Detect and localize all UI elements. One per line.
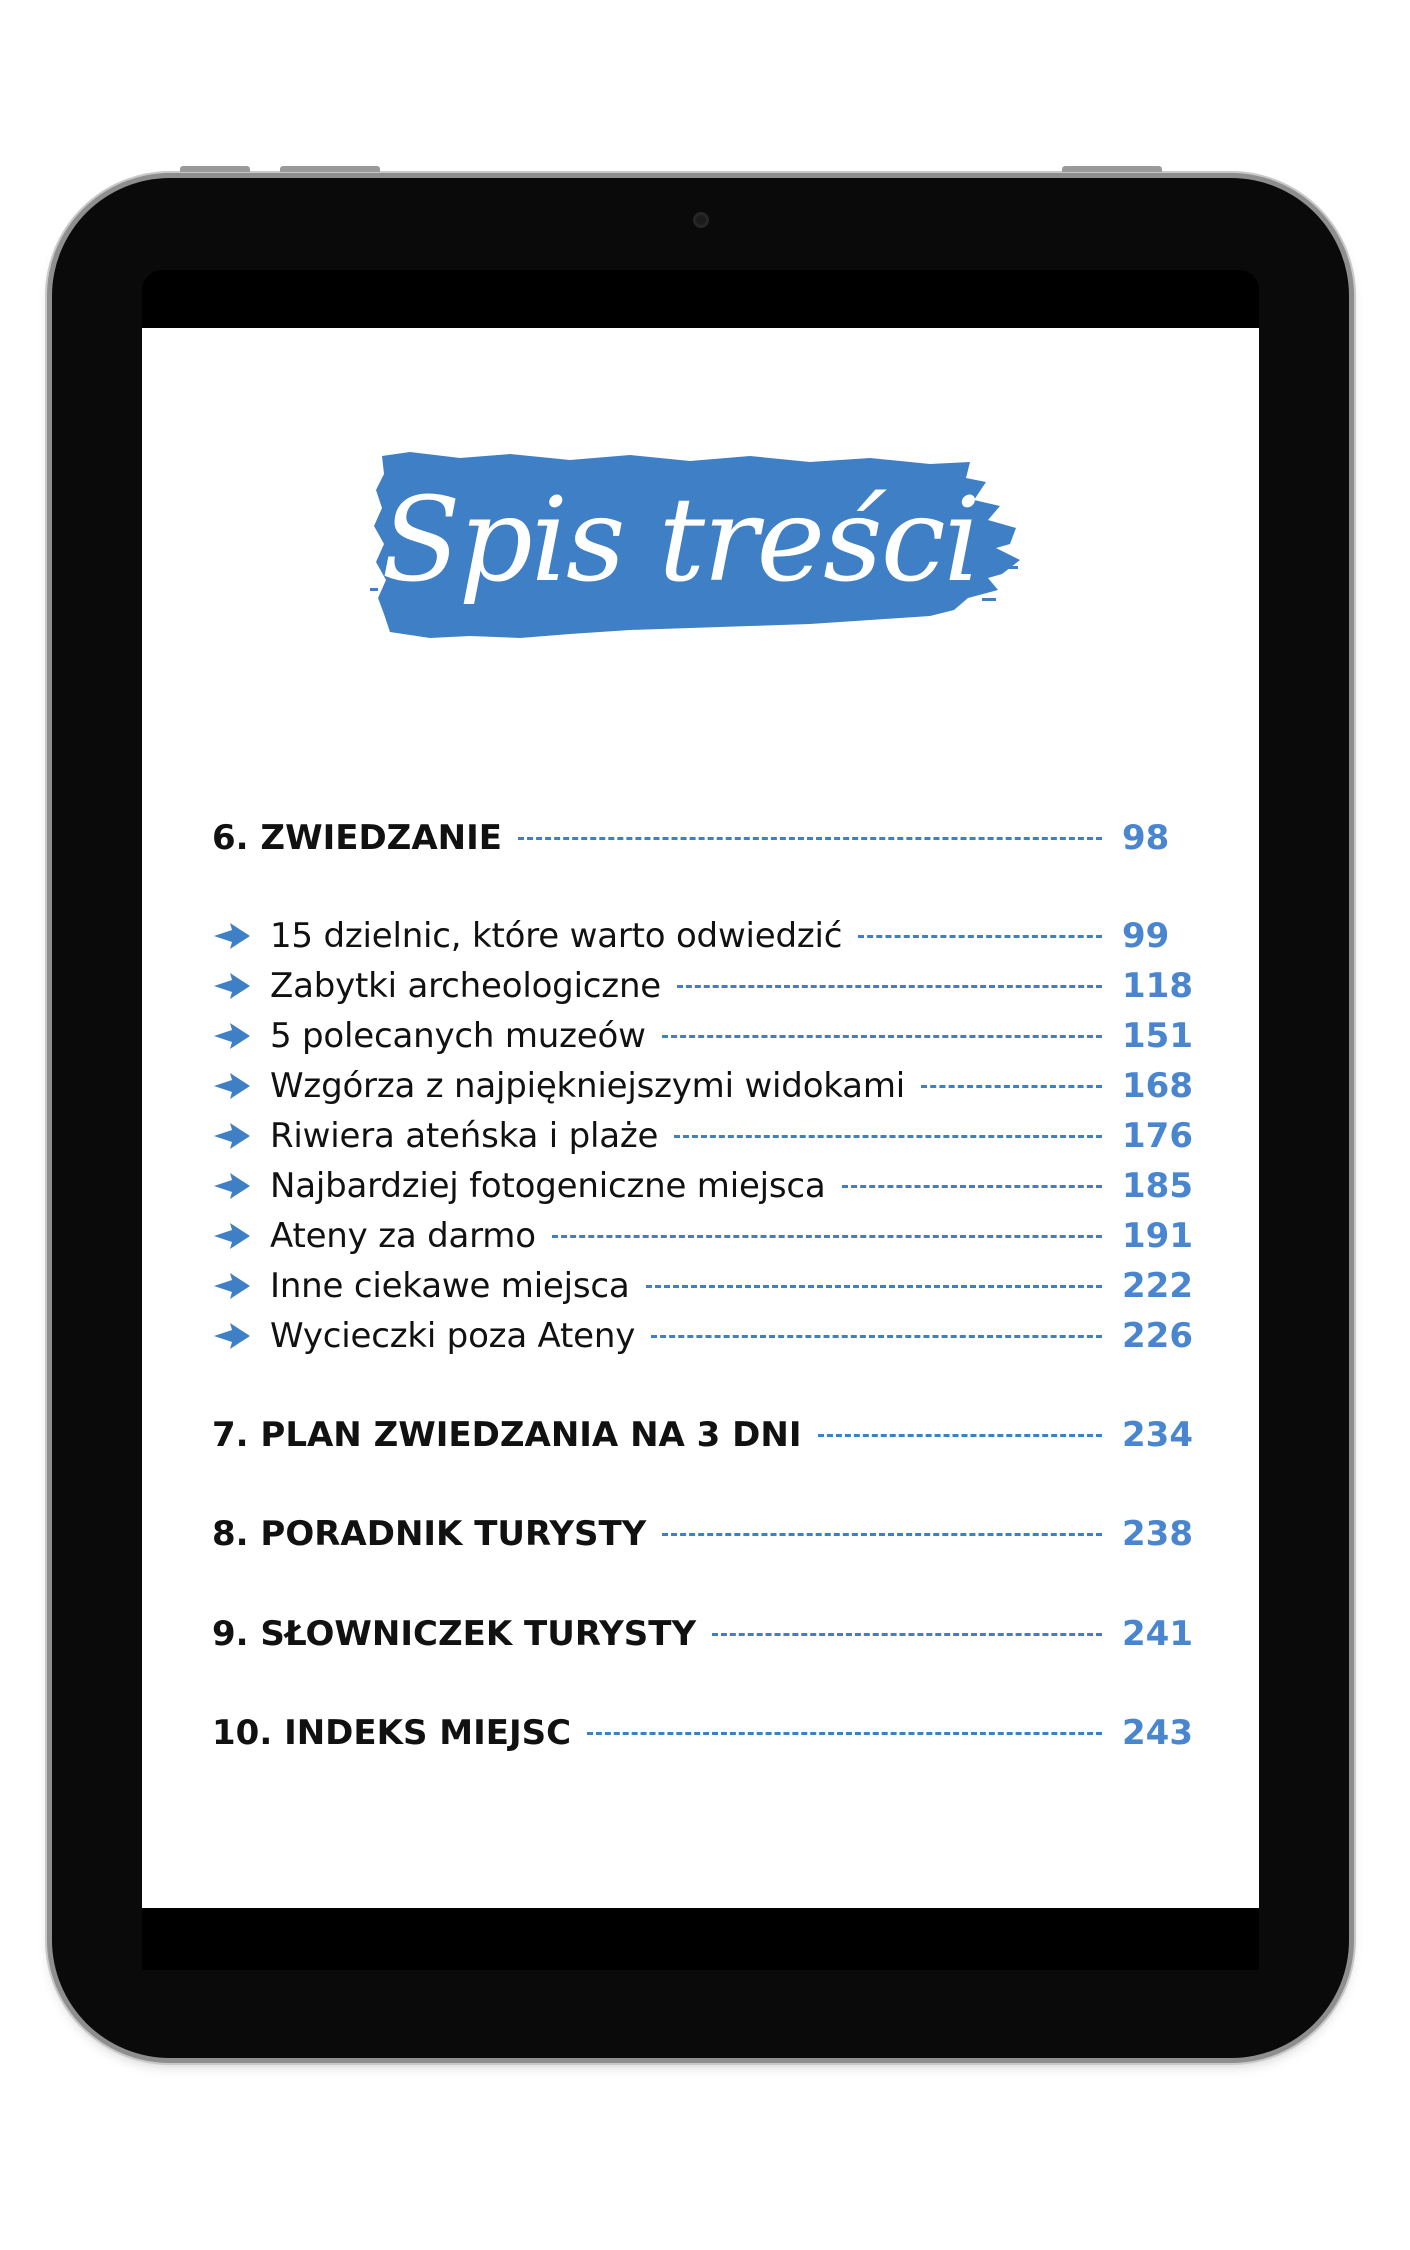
subsection-label: Wycieczki poza Ateny [270, 1316, 636, 1356]
leader-dots [712, 1633, 1102, 1636]
ebook-page[interactable] [142, 328, 1259, 1908]
chapter-label: 10. INDEKS MIEJSC [212, 1713, 572, 1753]
page-title: Spis treści [381, 473, 979, 608]
power-button [1062, 166, 1162, 172]
toc-subsection[interactable] [212, 911, 1212, 961]
chapter-label: 9. SŁOWNICZEK TURYSTY [212, 1614, 697, 1654]
page-number: 222 [1122, 1266, 1193, 1306]
subsection-label: 5 polecanych muzeów [270, 1016, 646, 1056]
leader-dots [858, 935, 1102, 938]
leader-dots [587, 1732, 1102, 1735]
arrow-bullet-icon [212, 1271, 252, 1301]
toc-subsection[interactable] [212, 1161, 1212, 1211]
page-number: 191 [1122, 1216, 1193, 1256]
leader-dots [677, 985, 1102, 988]
toc-chapter[interactable] [212, 1609, 1212, 1659]
page-number: 99 [1122, 916, 1170, 956]
toc-subsection[interactable] [212, 1211, 1212, 1261]
volume-button [280, 166, 380, 172]
toc-chapter[interactable] [212, 1708, 1212, 1758]
arrow-bullet-icon [212, 1171, 252, 1201]
page-number: 98 [1122, 818, 1170, 858]
toc-chapter[interactable] [212, 1509, 1212, 1559]
arrow-bullet-icon [212, 1321, 252, 1351]
page-number: 241 [1122, 1614, 1193, 1654]
title-banner [370, 448, 1030, 658]
arrow-bullet-icon [212, 971, 252, 1001]
toc-subsection[interactable] [212, 961, 1212, 1011]
camera-icon [693, 212, 709, 228]
screen-bottom-bar [142, 1908, 1259, 1970]
leader-dots [674, 1135, 1102, 1138]
volume-button [180, 166, 250, 172]
page-number: 118 [1122, 966, 1193, 1006]
subsection-label: Ateny za darmo [270, 1216, 536, 1256]
toc-subsection[interactable] [212, 1011, 1212, 1061]
toc-subsection[interactable] [212, 1111, 1212, 1161]
chapter-label: 6. ZWIEDZANIE [212, 818, 502, 858]
toc-subsection[interactable] [212, 1061, 1212, 1111]
page-number: 168 [1122, 1066, 1193, 1106]
leader-dots [818, 1434, 1102, 1437]
subsection-label: Zabytki archeologiczne [270, 966, 662, 1006]
toc-subsection[interactable] [212, 1261, 1212, 1311]
leader-dots [651, 1335, 1102, 1338]
arrow-bullet-icon [212, 1221, 252, 1251]
subsection-label: Najbardziej fotogeniczne miejsca [270, 1166, 826, 1206]
page-number: 238 [1122, 1514, 1193, 1554]
subsection-label: Wzgórza z najpiękniejszymi widokami [270, 1066, 905, 1106]
chapter-label: 8. PORADNIK TURYSTY [212, 1514, 647, 1554]
arrow-bullet-icon [212, 1121, 252, 1151]
toc-subsection[interactable] [212, 1311, 1212, 1361]
leader-dots [921, 1085, 1102, 1088]
tablet-device [52, 178, 1349, 2058]
page-number: 226 [1122, 1316, 1193, 1356]
subsection-label: 15 dzielnic, które warto odwiedzić [270, 916, 843, 956]
toc-chapter[interactable] [212, 813, 1212, 863]
subsection-label: Riwiera ateńska i plaże [270, 1116, 659, 1156]
chapter-label: 7. PLAN ZWIEDZANIA NA 3 DNI [212, 1415, 802, 1455]
subsection-label: Inne ciekawe miejsca [270, 1266, 630, 1306]
arrow-bullet-icon [212, 921, 252, 951]
arrow-bullet-icon [212, 1071, 252, 1101]
toc-chapter[interactable] [212, 1410, 1212, 1460]
leader-dots [646, 1285, 1102, 1288]
leader-dots [552, 1235, 1102, 1238]
page-number: 234 [1122, 1415, 1193, 1455]
leader-dots [518, 837, 1102, 840]
page-number: 151 [1122, 1016, 1193, 1056]
page-number: 243 [1122, 1713, 1193, 1753]
leader-dots [662, 1533, 1102, 1536]
page-number: 185 [1122, 1166, 1193, 1206]
leader-dots [662, 1035, 1102, 1038]
screen-top-bar [142, 270, 1259, 328]
page-number: 176 [1122, 1116, 1193, 1156]
leader-dots [842, 1185, 1102, 1188]
arrow-bullet-icon [212, 1021, 252, 1051]
